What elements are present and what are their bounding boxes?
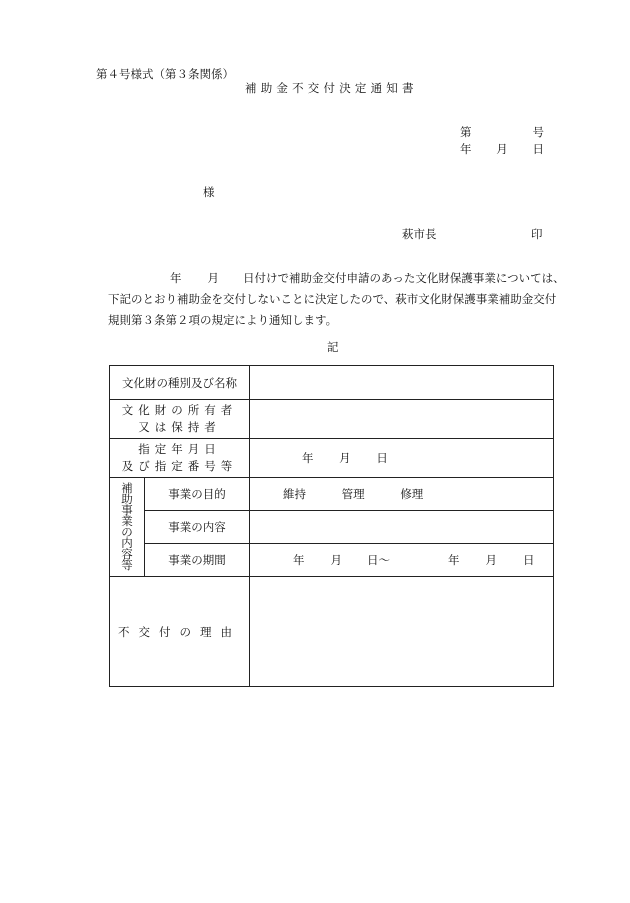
number-suffix: 号 [532,125,544,139]
purpose-options[interactable] [250,478,554,511]
side-char: 業 [121,514,133,528]
side-char: 内 [121,536,133,550]
body-line-1 [108,268,565,289]
content-field[interactable] [250,511,554,544]
form-number: 第４号様式（第３条関係） [96,67,234,81]
owner-label [110,400,250,439]
issue-date [460,141,544,157]
designation-year: 年 [302,451,314,465]
side-char: の [121,525,133,539]
period-label: 事業の期間 [145,544,250,577]
designation-month: 月 [339,451,351,465]
purpose-option-repair[interactable]: 修理 [400,487,424,501]
designation-day: 日 [376,451,388,465]
issuer-name: 萩市長 [402,227,437,241]
period-end-year: 年 [448,553,460,567]
designation-label-line2: 及び指定番号等 [121,459,238,473]
period-end-month: 月 [485,553,497,567]
row-property-name [110,366,554,400]
row-content [110,511,554,544]
body-line-2: 下記のとおり補助金を交付しないことに決定したので、萩市文化財保護事業補助金交付 [108,292,557,306]
side-char: 等 [121,558,133,572]
row-period [110,544,554,577]
seal-mark: 印 [531,227,543,241]
designation-label-line1: 指定年月日 [138,442,221,456]
period-field[interactable] [250,544,554,577]
designation-label [110,439,250,478]
property-name-label: 文化財の種別及び名称 [110,366,250,400]
issue-month: 月 [496,142,508,156]
row-designation [110,439,554,478]
purpose-option-manage[interactable]: 管理 [341,487,365,501]
project-details-side-label [110,478,145,577]
side-char: 容 [121,547,133,561]
period-start-year: 年 [293,553,305,567]
period-start-day: 日～ [367,553,390,567]
body-month: 月 [207,271,219,285]
side-char: 事 [121,503,133,517]
purpose-option-maintain[interactable]: 維持 [283,487,306,501]
issue-day: 日 [532,142,544,156]
content-label: 事業の内容 [145,511,250,544]
notice-body [108,268,565,331]
document-number [460,124,544,140]
owner-field[interactable] [250,400,554,439]
reason-field[interactable] [250,577,554,687]
property-name-field[interactable] [250,366,554,400]
ki-heading: 記 [327,340,339,354]
designation-date-field[interactable] [250,439,554,478]
side-char: 助 [121,492,133,506]
row-purpose [110,478,554,511]
reason-label: 不交付の理由 [110,577,250,687]
body-line-1-rest: 日付けで補助金交付申請のあった文化財保護事業については、 [243,271,565,285]
row-reason [110,577,554,687]
side-char: 補 [121,481,133,495]
number-prefix: 第 [460,125,472,139]
row-owner [110,400,554,439]
period-end-day: 日 [523,553,535,567]
issue-year: 年 [460,142,472,156]
period-start-month: 月 [330,553,342,567]
body-line-3: 規則第３条第２項の規定により通知します。 [108,313,338,327]
owner-label-line1: 文化財の所有者 [121,403,238,417]
owner-label-line2: 又は保持者 [138,420,221,434]
document-title: 補助金不交付決定通知書 [245,81,418,95]
purpose-label: 事業の目的 [145,478,250,511]
details-table [109,365,554,687]
addressee-honorific: 様 [203,185,215,199]
body-year: 年 [170,271,182,285]
